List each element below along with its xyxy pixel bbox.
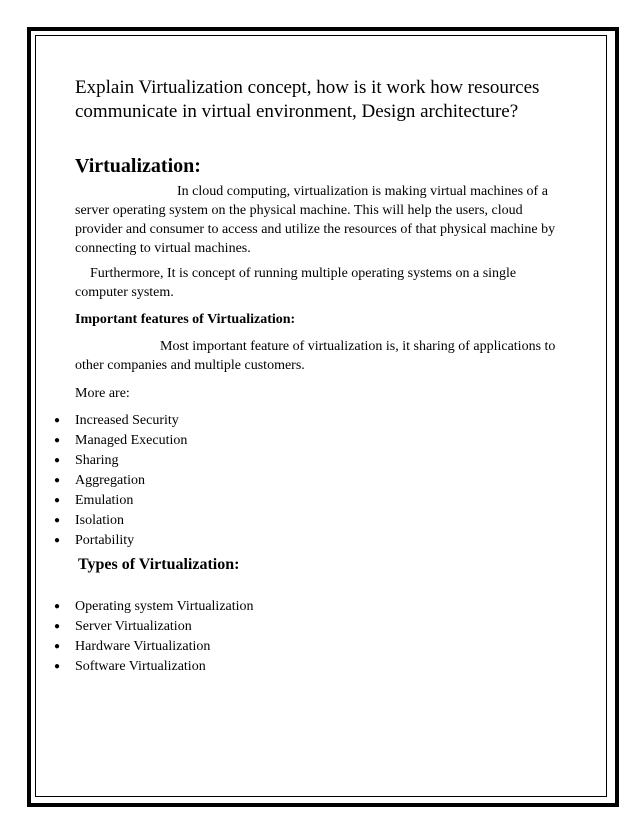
- list-item-label: Isolation: [75, 513, 124, 528]
- section-title: Virtualization:: [75, 155, 201, 177]
- list-item-label: Operating system Virtualization: [75, 599, 254, 614]
- list-item: [54, 531, 565, 551]
- bullet-icon: ●: [54, 455, 61, 466]
- question-text: Explain Virtualization concept, how is it work how resources communicate in virtual environment, Design architecture?: [75, 77, 540, 122]
- list-item-label: Portability: [75, 533, 135, 548]
- features-heading: Important features of Virtualization:: [75, 312, 296, 327]
- list-item: [54, 657, 565, 677]
- bullet-icon: ●: [54, 515, 61, 526]
- more-are-label: More are:: [75, 386, 130, 401]
- bullet-icon: ●: [54, 641, 61, 652]
- bullet-icon: ●: [54, 621, 61, 632]
- list-item-label: Aggregation: [75, 473, 145, 488]
- bullet-icon: ●: [54, 495, 61, 506]
- list-item: [54, 471, 565, 491]
- list-item: [54, 491, 565, 511]
- paragraph-furthermore: Furthermore, It is concept of running multiple operating systems on a single computer system.: [75, 266, 517, 300]
- types-heading: Types of Virtualization:: [78, 556, 240, 573]
- list-item: [54, 637, 565, 657]
- bullet-icon: ●: [54, 475, 61, 486]
- features-list: [54, 411, 565, 551]
- list-item: [54, 411, 565, 431]
- bullet-icon: ●: [54, 535, 61, 546]
- list-item: [54, 511, 565, 531]
- list-item: [54, 617, 565, 637]
- list-item-label: Hardware Virtualization: [75, 639, 211, 654]
- bullet-icon: ●: [54, 415, 61, 426]
- bullet-icon: ●: [54, 435, 61, 446]
- paragraph-main-feature: Most important feature of virtualization is, it sharing of applications to other companies and multiple customers.: [75, 339, 556, 373]
- types-list: [54, 597, 565, 677]
- list-item-label: Sharing: [75, 453, 119, 468]
- list-item-label: Managed Execution: [75, 433, 188, 448]
- bullet-icon: ●: [54, 601, 61, 612]
- list-item-label: Emulation: [75, 493, 134, 508]
- list-item-label: Server Virtualization: [75, 619, 192, 634]
- document-body: [54, 76, 565, 677]
- list-item: [54, 451, 565, 471]
- bullet-icon: ●: [54, 661, 61, 672]
- list-item-label: Increased Security: [75, 413, 179, 428]
- paragraph-definition: In cloud computing, virtualization is making virtual machines of a server operating system on the physical machine. This will help the users, cloud provider and consumer to access and utilize the resources of that physical machine by connecting to virtual machines.: [75, 184, 556, 256]
- list-item-label: Software Virtualization: [75, 659, 206, 674]
- list-item: [54, 597, 565, 617]
- list-item: [54, 431, 565, 451]
